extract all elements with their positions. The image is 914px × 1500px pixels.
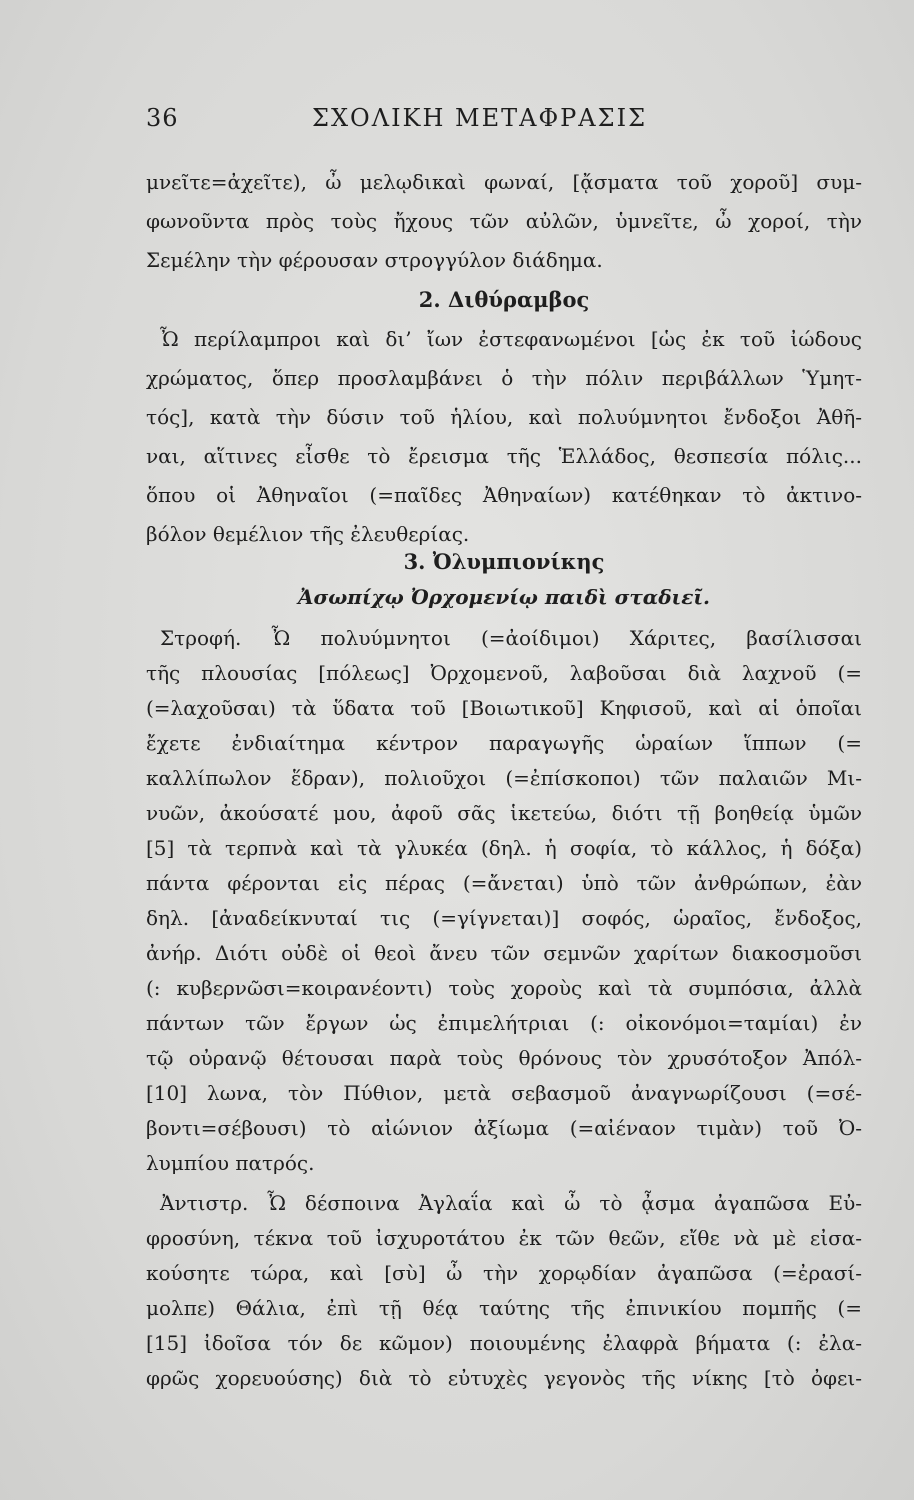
text-line: δηλ. [ἀναδείκνυταί τις (=γίγνεται)] σοφός, ὡραῖος, ἔνδοξος,	[146, 906, 862, 930]
section-heading: 3. Ὀλυμπιονίκης	[403, 549, 605, 574]
text-line: Στροφή. Ὦ πολυύμνητοι (=ἀοίδιμοι) Χάριτες, βασίλισσαι	[160, 626, 862, 650]
text-line: κούσητε τώρα, καὶ [σὺ] ὦ τὴν χορῳδίαν ἀγαπῶσα (=ἐρασί-	[146, 1261, 862, 1285]
text-line: καλλίπωλον ἕδραν), πολιοῦχοι (=ἐπίσκοποι) τῶν παλαιῶν Μι-	[146, 766, 862, 790]
text-line: πάντα φέρονται εἰς πέρας (=ἄνεται) ὑπὸ τῶν ἀνθρώπων, ἐὰν	[146, 871, 862, 895]
text-line: ἀνήρ. Διότι οὐδὲ οἱ θεοὶ ἄνευ τῶν σεμνῶν χαρίτων διακοσμοῦσι	[146, 941, 862, 965]
text-line: βόλον θεμέλιον τῆς ἐλευθερίας.	[146, 522, 470, 546]
text-line: πάντων τῶν ἔργων ὡς ἐπιμελήτριαι (: οἰκονόμοι=ταμίαι) ἐν	[146, 1011, 862, 1035]
text-line: [5] τὰ τερπνὰ καὶ τὰ γλυκέα (δηλ. ἡ σοφία, τὸ κάλλος, ἡ δόξα)	[146, 836, 862, 860]
page-header	[146, 104, 786, 144]
text-line: ναι, αἵτινες εἶσθε τὸ ἔρεισμα τῆς Ἑλλάδος, θεσπεσία πόλις...	[146, 444, 862, 468]
text-line: φωνοῦντα πρὸς τοὺς ἤχους τῶν αὐλῶν, ὑμνεῖτε, ὦ χοροί, τὴν	[146, 209, 862, 233]
text-line: [10] λωνα, τὸν Πύθιον, μετὰ σεβασμοῦ ἀναγνωρίζουσι (=σέ-	[146, 1081, 862, 1105]
page-number: 36	[146, 104, 179, 132]
text-line: μολπε) Θάλια, ἐπὶ τῇ θέᾳ ταύτης τῆς ἐπινικίου πομπῆς (=	[146, 1296, 862, 1320]
text-line: [15] ἰδοῖσα τόν δε κῶμον) ποιουμένης ἐλαφρὰ βήματα (: ἐλα-	[146, 1331, 862, 1355]
section-heading: 2. Διθύραμβος	[418, 287, 590, 312]
ode-dedication: Ἀσωπίχῳ Ὀρχομενίῳ παιδὶ σταδιεῖ.	[297, 585, 711, 609]
text-line: (: κυβερνῶσι=κοιρανέοντι) τοὺς χοροὺς καὶ τὰ συμπόσια, ἀλλὰ	[146, 976, 862, 1000]
text-line: φρῶς χορευούσης) διὰ τὸ εὐτυχὲς γεγονὸς τῆς νίκης [τὸ ὀφει-	[146, 1366, 862, 1390]
text-line: Σεμέλην τὴν φέρουσαν στρογγύλον διάδημα.	[146, 248, 603, 272]
text-line: τῷ οὐρανῷ θέτουσαι παρὰ τοὺς θρόνους τὸν χρυσότοξον Ἀπόλ-	[146, 1046, 862, 1070]
text-line: χρώματος, ὅπερ προσλαμβάνει ὁ τὴν πόλιν περιβάλλων Ὑμητ-	[146, 366, 862, 390]
text-line: ὅπου οἱ Ἀθηναῖοι (=παῖδες Ἀθηναίων) κατέθηκαν τὸ ἀκτινο-	[146, 483, 862, 507]
running-title: ΣΧΟΛΙΚΗ ΜΕΤΑΦΡΑΣΙΣ	[312, 104, 648, 132]
text-line: τός], κατὰ τὴν δύσιν τοῦ ἡλίου, καὶ πολυύμνητοι ἔνδοξοι Ἀθῆ-	[146, 405, 862, 429]
text-line: βοντι=σέβουσι) τὸ αἰώνιον ἀξίωμα (=αἰέναον τιμὰν) τοῦ Ὀ-	[146, 1116, 862, 1140]
text-line: (=λαχοῦσαι) τὰ ὕδατα τοῦ [Βοιωτικοῦ] Κηφισοῦ, καὶ αἱ ὁποῖαι	[146, 696, 862, 720]
text-line: Ὦ περίλαμπροι καὶ δι’ ἴων ἐστεφανωμένοι [ὡς ἐκ τοῦ ἰώδους	[160, 327, 862, 351]
text-line: μνεῖτε=ἀχεῖτε), ὦ μελῳδικαὶ φωναί, [ᾄσματα τοῦ χοροῦ] συμ-	[146, 170, 862, 194]
text-line: τῆς πλουσίας [πόλεως] Ὀρχομενοῦ, λαβοῦσαι διὰ λαχνοῦ (=	[146, 661, 862, 685]
text-line: λυμπίου πατρός.	[146, 1151, 315, 1175]
text-line: Ἀντιστρ. Ὦ δέσποινα Ἀγλαΐα καὶ ὦ τὸ ᾆσμα ἀγαπῶσα Εὐ-	[160, 1191, 862, 1215]
text-line: ἔχετε ἐνδιαίτημα κέντρον παραγωγῆς ὡραίων ἵππων (=	[146, 731, 862, 755]
text-line: νυῶν, ἀκούσατέ μου, ἀφοῦ σᾶς ἱκετεύω, διότι τῇ βοηθείᾳ ὑμῶν	[146, 801, 862, 825]
text-line: φροσύνη, τέκνα τοῦ ἰσχυροτάτου ἐκ τῶν θεῶν, εἴθε νὰ μὲ εἰσα-	[146, 1226, 862, 1250]
